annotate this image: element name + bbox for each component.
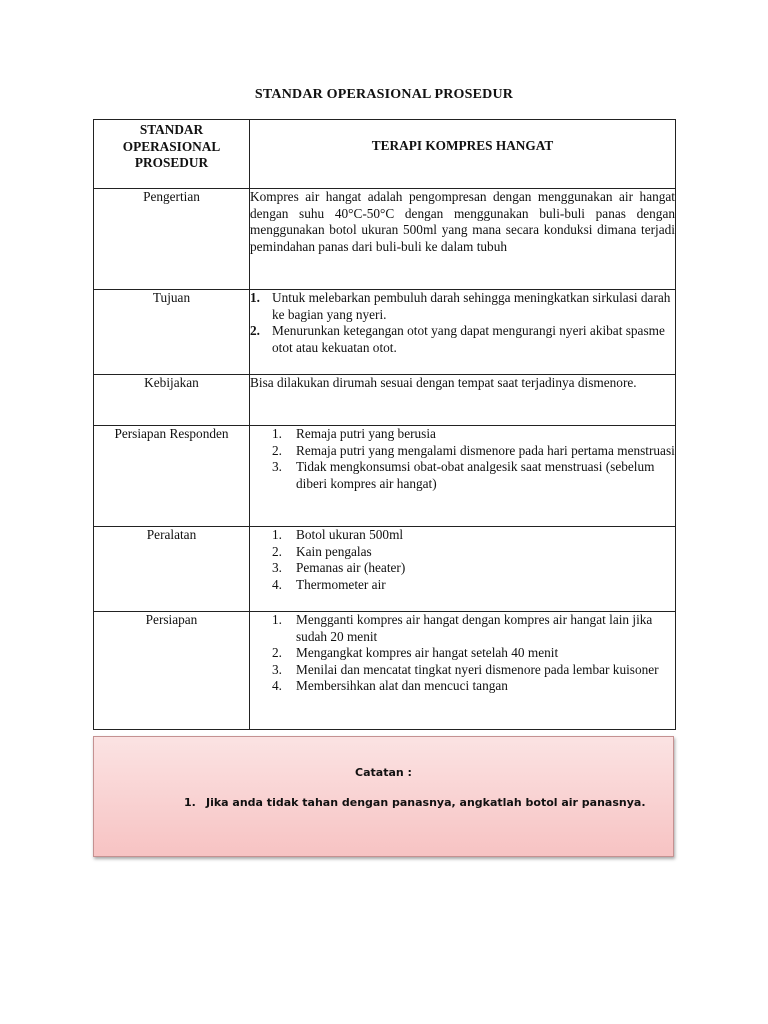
list-item: 1. Remaja putri yang berusia: [272, 426, 436, 441]
list-item: 1. Untuk melebarkan pembuluh darah sehingga meningkatkan sirkulasi darah ke bagian yang nyeri.: [250, 290, 671, 322]
persiapan-responden-list: [250, 426, 675, 492]
note-box: [93, 736, 674, 857]
list-item: 3. Pemanas air (heater): [272, 560, 406, 576]
header-left-line3: PROSEDUR: [134, 155, 209, 171]
header-left-cell: [94, 120, 250, 189]
row-label: Peralatan: [94, 527, 250, 612]
table-row-persiapan-responden: [94, 426, 676, 527]
table-row-pengertian: [94, 189, 676, 290]
list-item: 2. Remaja putri yang mengalami dismenore pada hari pertama menstruasi: [272, 442, 675, 458]
list-item: 4. Thermometer air: [272, 576, 386, 592]
peralatan-list: [250, 527, 675, 593]
header-right-cell: TERAPI KOMPRES HANGAT: [250, 120, 676, 189]
document-title: STANDAR OPERASIONAL PROSEDUR: [254, 87, 514, 102]
table-row-tujuan: [94, 290, 676, 375]
tujuan-list: [250, 290, 675, 356]
list-item: 4. Membersihkan alat dan mencuci tangan: [272, 678, 508, 694]
row-label: Pengertian: [94, 189, 250, 290]
persiapan-list: [250, 612, 675, 695]
sop-table: [93, 119, 676, 730]
row-label: Persiapan: [94, 612, 250, 730]
table-row-peralatan: [94, 527, 676, 612]
header-left-line2: OPERASIONAL: [122, 138, 221, 154]
row-content: Bisa dilakukan dirumah sesuai dengan tempat saat terjadinya dismenore.: [250, 375, 676, 426]
note-item-text: Jika anda tidak tahan dengan panasnya, angkatlah botol air panasnya.: [206, 796, 646, 809]
row-label: Kebijakan: [94, 375, 250, 426]
table-row-kebijakan: [94, 375, 676, 426]
table-header-row: [94, 120, 676, 189]
row-label: Persiapan Responden: [94, 426, 250, 527]
list-item: 3. Menilai dan mencatat tingkat nyeri dismenore pada lembar kuisoner: [272, 661, 659, 677]
list-item: 3. Tidak mengkonsumsi obat-obat analgesik saat menstruasi (sebelum diberi kompres air hangat): [272, 459, 655, 491]
row-content: [250, 426, 676, 527]
list-item: 2. Mengangkat kompres air hangat setelah 40 menit: [272, 645, 559, 661]
header-left-line1: STANDAR: [139, 122, 204, 137]
row-content: [250, 290, 676, 375]
row-content: [250, 612, 676, 730]
row-label: Tujuan: [94, 290, 250, 375]
note-item: [184, 796, 646, 809]
list-item: 1. Mengganti kompres air hangat dengan kompres air hangat lain jika sudah 20 menit: [272, 612, 653, 644]
note-item-number: 1.: [184, 796, 196, 809]
list-item: 2. Menurunkan ketegangan otot yang dapat mengurangi nyeri akibat spasme otot atau kekuatan otot.: [250, 323, 665, 355]
list-item: 1. Botol ukuran 500ml: [272, 527, 404, 542]
row-content: Kompres air hangat adalah pengompresan dengan menggunakan air hangat dengan suhu 40°C-50°C dengan menggunakan buli-buli panas dengan menggunakan botol ukuran 500ml yang mana secara konduksi dimana terjadi pemindahan panas dari buli-buli ke dalam tubuh: [250, 189, 676, 290]
list-item: 2. Kain pengalas: [272, 543, 372, 559]
row-content: [250, 527, 676, 612]
note-title: Catatan :: [355, 766, 412, 779]
table-row-persiapan: [94, 612, 676, 730]
